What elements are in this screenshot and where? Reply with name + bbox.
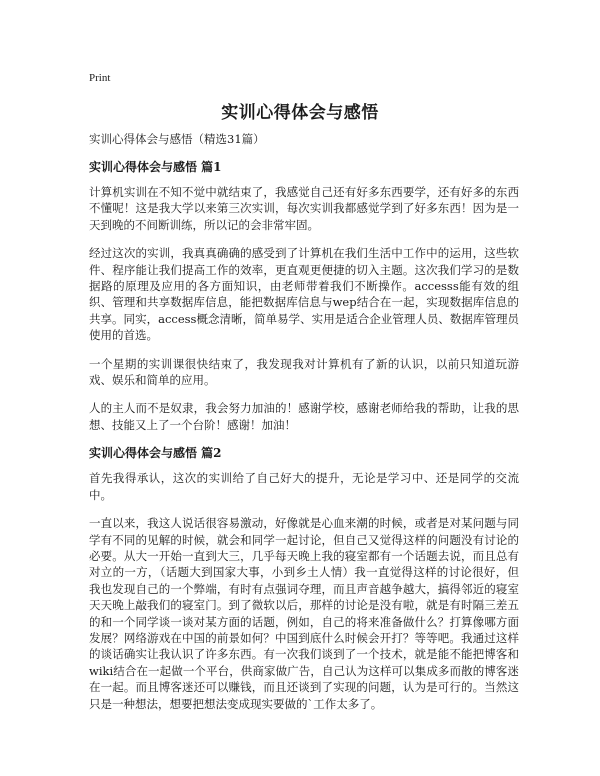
- paragraph: 经过这次的实训，我真真确确的感受到了计算机在我们生活中工作中的运用，这些软件、程序能让我们提高工作的效率，更直观更便捷的切入主题。这次我们学习的是数据路的原理及应用的各方面知识，由老师带着我们不断操作。accesss能有效的组织、管理和共享数据库信息，能把数据库信息与wep结合在一起，实现数据库信息的共享。同实，access概念清晰，简单易学、实用是适合企业管理人员、数据库管理员使用的首选。: [89, 246, 519, 343]
- paragraph: 人的主人而不是奴隶，我会努力加油的！感谢学校，感谢老师给我的帮助，让我的思想、技能又上了一个台阶！感谢！加油！: [89, 401, 519, 432]
- section-heading-1: 实训心得体会与感悟 篇1: [89, 160, 222, 174]
- section-heading-2: 实训心得体会与感悟 篇2: [89, 446, 222, 461]
- print-label: Print: [89, 72, 111, 84]
- paragraph: 首先我得承认，这次的实训给了自己好大的提升，无论是学习中、还是同学的交流中。: [89, 471, 519, 502]
- document-subtitle: 实训心得体会与感悟（精选31篇）: [89, 132, 265, 146]
- document-body: [89, 131, 519, 724]
- paragraph: 一直以来，我这人说话很容易激动，好像就是心血来潮的时候，或者是对某问题与同学有不同的见解的时候，就会和同学一起讨论，但自己又觉得这样的问题没有讨论的必要。从大一开始一直到大三，几乎每天晚上我的寝室都有一个话题去说，而且总有对立的一方，（话题大到国家大事，小到乡土人情）我一直觉得这样的讨论很好，但我也发现自己的一个弊端，有时有点强词夺理，而且声音越争越大，搞得邻近的寝室天天晚上敲我们的寝室门。到了微软以后，那样的讨论是没有啦，就是有时隔三差五的和一个同学谈一谈对某方面的话题，例如，自己的将来准备做什么？打算像哪方面发展？网络游戏在中国的前景如何？中国到底什么时候会开打？等等吧。我通过这样的谈话确实让我认识了许多东西。有一次我们谈到了一个技术，就是能不能把博客和wiki结合在一起做一个平台，供商家做广告，自己认为这样可以集成多而散的博客迷在一起。而且博客迷还可以赚钱，而且还谈到了实现的问题，认为是可行的。当然这只是一种想法，想要把想法变成现实要做的`工作太多了。: [89, 516, 519, 711]
- paragraph: 计算机实训在不知不觉中就结束了，我感觉自己还有好多东西要学，还有好多的东西不懂呢！这是我大学以来第三次实训，每次实训我都感觉学到了好多东西！因为是一天到晚的不间断训练，所以记的会非常牢固。: [89, 185, 519, 232]
- paragraph: 一个星期的实训课很快结束了，我发现我对计算机有了新的认识，以前只知道玩游戏、娱乐和简单的应用。: [89, 356, 519, 388]
- document-title: 实训心得体会与感悟: [221, 103, 379, 123]
